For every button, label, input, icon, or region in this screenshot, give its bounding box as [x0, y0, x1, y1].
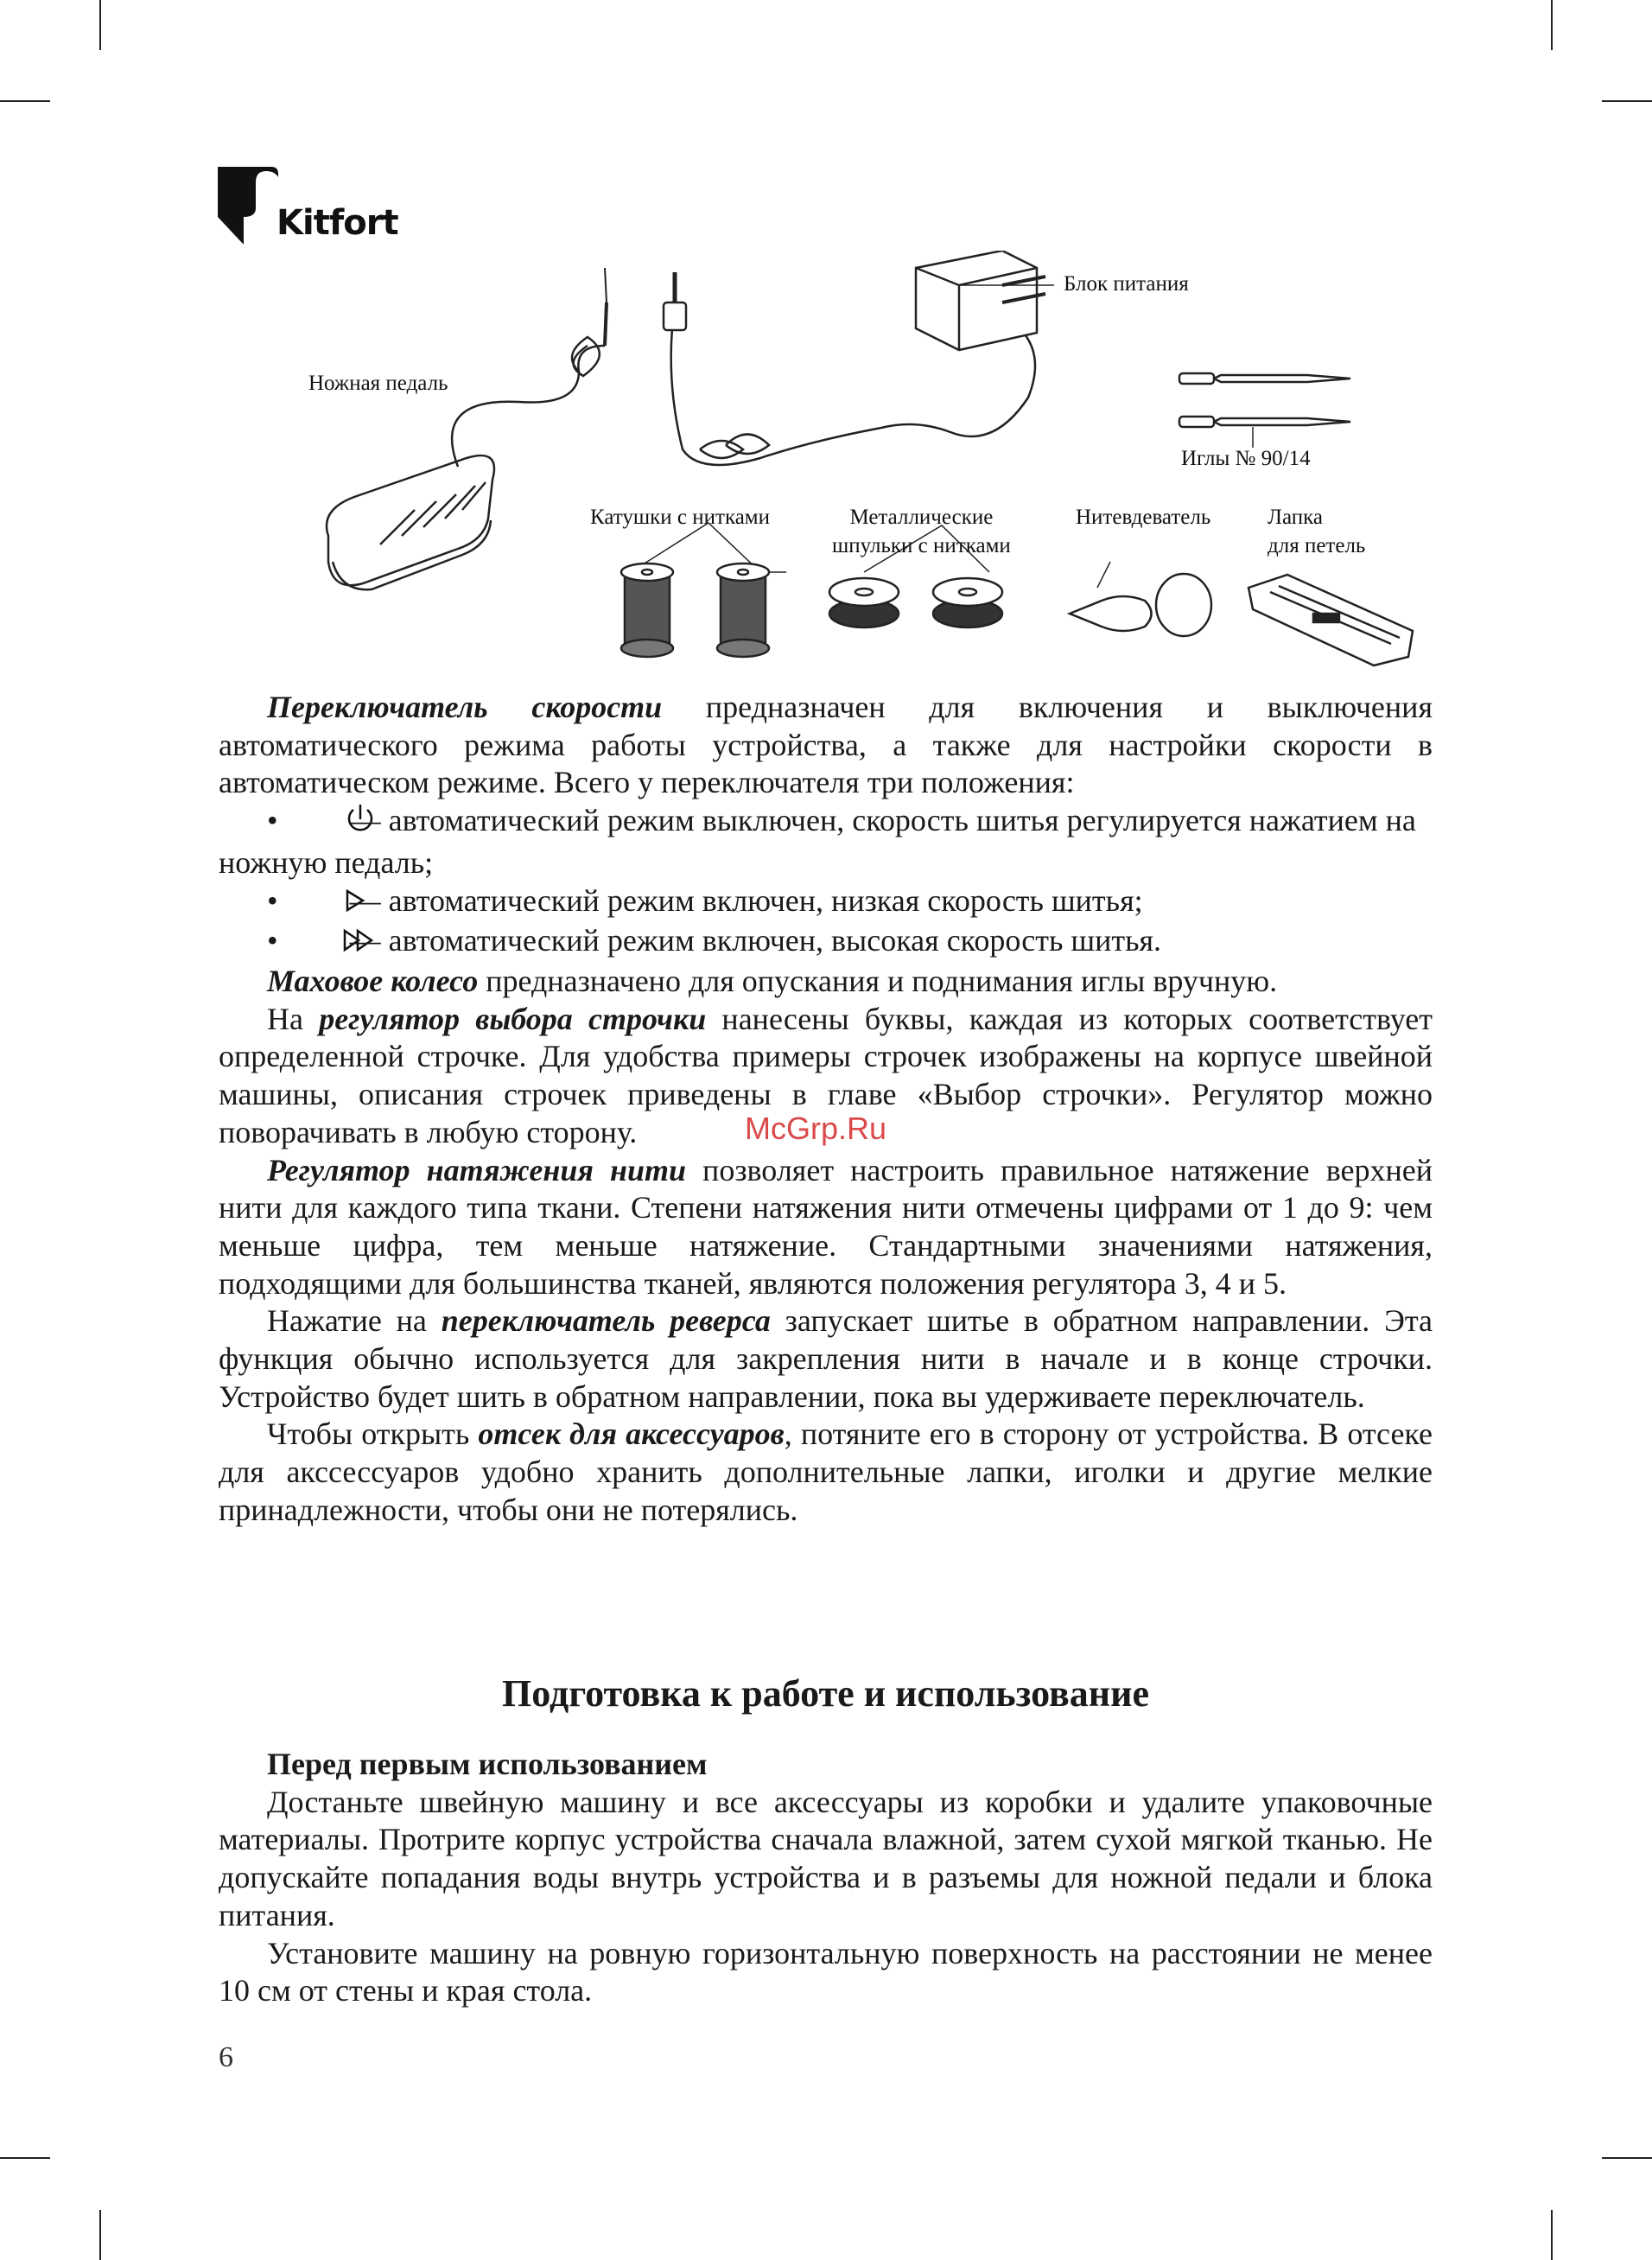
term-reverse: переключатель реверса [441, 1303, 771, 1339]
bullet-text: — автоматический режим выключен, скорость шитья регулируется нажатием на ножную педаль; [219, 803, 1416, 881]
label-bobbins [832, 503, 1011, 560]
paragraph-reverse [219, 1302, 1433, 1416]
label-thread-spools: Катушки с нитками [590, 506, 771, 529]
bullet-text: — автоматический режим включен, высокая скорость шитья. [341, 923, 1162, 958]
term-accessory-box: отсек для аксессуаров [478, 1416, 785, 1452]
body-text [219, 689, 1433, 1530]
section-body [219, 1746, 1433, 2010]
paragraph-text: , потяните его в сторону от устройства. В отсеке для акссессуаров удобно хранить дополнительные лапки, иголки и другие мелкие принадлежности, чтобы они не потерялись. [219, 1416, 1433, 1527]
section-title: Подготовка к работе и использование [502, 1672, 1149, 1715]
bullet-item: • — автоматический режим включен, низкая скорость шитья; [219, 882, 1433, 923]
label-buttonhole-foot [1268, 503, 1365, 560]
needles-icon [1179, 373, 1350, 448]
paragraph-tension [219, 1152, 1433, 1303]
term-handwheel: Маховое колесо [267, 964, 479, 999]
foot-pedal-icon [327, 455, 494, 589]
bullet-item: • — автоматический режим включен, высокая скорость шитья. [219, 922, 1433, 963]
paragraph-text: На [267, 1001, 320, 1036]
section-paragraph: Установите машину на ровную горизонтальную поверхность на расстоянии не менее 10 см от стены и края стола. [219, 1935, 1433, 2009]
crop-mark [1602, 2157, 1652, 2159]
label-threader: Нитевдеватель [1076, 506, 1211, 529]
bullet-item: • — автоматический режим выключен, скорость шитья регулируется нажатием на ножную педаль; [219, 803, 1416, 881]
label-foot-line2: для петель [1268, 534, 1366, 557]
label-power-unit: Блок питания [1064, 272, 1189, 296]
label-bobbins-line2: шпульки с нитками [832, 534, 1011, 557]
paragraph-accessory-box [219, 1416, 1433, 1529]
paragraph-text: запускает шитье в обратном направлении. Эта функция обычно используется для закрепления нити в начале и в конце строчки. Устройство будет шить в обратном направлении, пока вы удерживаете переключатель. [219, 1303, 1433, 1414]
term-tension: Регулятор натяжения нити [267, 1152, 686, 1187]
crop-mark [0, 100, 50, 102]
paragraph-text: Чтобы открыть [267, 1416, 479, 1452]
kitfort-logo-icon [218, 167, 280, 245]
paragraph-text: нанесены буквы, каждая из которых соответствует определенной строчке. Для удобства примеры строчек изображены на корпусе швейной машины, описания строчек приведены в главе «Выбор строчки». Регулятор можно поворачивать в любую сторону. [219, 1001, 1433, 1149]
label-foot-pedal: Ножная педаль [308, 372, 448, 395]
page-number: 6 [219, 2041, 233, 2073]
paragraph-text: Нажатие на [267, 1303, 442, 1339]
power-adapter-icon [916, 251, 1045, 350]
paragraph-speed-switch [219, 689, 1433, 802]
paragraph-text: предназначено для опускания и поднимания иглы вручную. [478, 964, 1278, 999]
fast-forward-icon [294, 925, 342, 963]
term-stitch-selector: регулятор выбора строчки [319, 1001, 707, 1036]
label-needles: Иглы № 90/14 [1181, 447, 1311, 470]
crop-mark [0, 2157, 50, 2159]
bullet-text: — автоматический режим включен, низкая скорость шитья; [341, 882, 1143, 918]
crop-mark [99, 0, 101, 50]
paragraph-handwheel [219, 963, 1433, 1001]
play-icon [294, 885, 342, 923]
watermark: McGrp.Ru [745, 1111, 887, 1146]
label-foot-line1: Лапка [1268, 506, 1323, 529]
crop-mark [99, 2210, 101, 2260]
power-icon [294, 802, 342, 844]
term-speed-switch: Переключатель скорости [267, 690, 663, 724]
threader-icon [1070, 562, 1211, 636]
paragraph-text: предназначен для включения и выключения автоматического режима работы устройства, а также для настройки скорости в автоматическом режиме. Всего у переключателя три положения: [219, 690, 1433, 800]
label-bobbins-line1: Металлические [849, 506, 994, 529]
logo-text: Kitfort [276, 203, 398, 243]
brand-logo [218, 167, 398, 245]
crop-mark [1551, 0, 1553, 50]
section-subtitle: Перед первым использованием [267, 1747, 708, 1781]
buttonhole-foot-icon [1249, 575, 1413, 665]
section-paragraph: Достаньте швейную машину и все аксессуары из коробки и удалите упаковочные материалы. Протрите корпус устройства сначала влажной, затем сухой мягкой тканью. Не допускайте попадания воды внутрь устройства и в разъемы для ножной педали и блока питания. [219, 1784, 1433, 1932]
crop-mark [1551, 2210, 1553, 2260]
thread-spools-icon [621, 523, 786, 657]
paragraph-text: позволяет настроить правильное натяжение верхней нити для каждого типа ткани. Степени натяжения нити отмечены цифрами от 1 до 9: чем меньше цифра, тем меньше натяжение. Стандартными значениями натяжения, подходящими для большинства тканей, являются положения регулятора 3, 4 и 5. [219, 1152, 1433, 1301]
crop-mark [1602, 100, 1652, 102]
